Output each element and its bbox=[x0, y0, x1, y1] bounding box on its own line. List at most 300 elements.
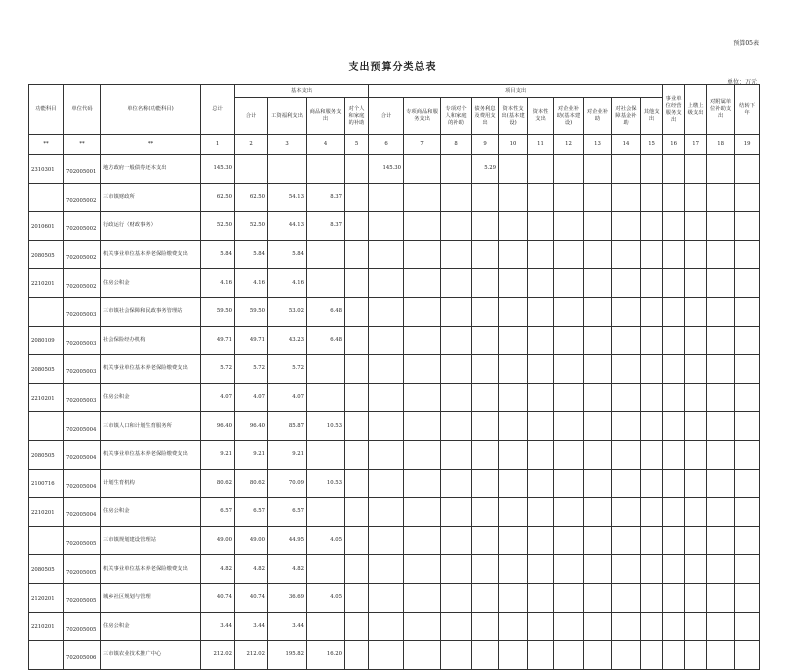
header-basic-total: 合计 bbox=[235, 98, 268, 135]
social-security-cell bbox=[612, 440, 641, 469]
personal-cell bbox=[345, 412, 369, 441]
ops-expense-cell bbox=[663, 469, 685, 498]
basic-total-cell: 96.40 bbox=[235, 412, 268, 441]
proj-goods-cell bbox=[404, 269, 441, 298]
subsidiary-cell bbox=[707, 383, 735, 412]
unit-name-cell: 社会保险经办机构 bbox=[101, 326, 201, 355]
proj-personal-cell bbox=[441, 269, 472, 298]
upper-cell bbox=[685, 155, 707, 184]
proj-goods-cell bbox=[404, 297, 441, 326]
social-security-cell bbox=[612, 240, 641, 269]
upper-cell bbox=[685, 383, 707, 412]
debt-interest-cell bbox=[472, 583, 499, 612]
enterprise-construct-cell bbox=[554, 440, 584, 469]
index-cell: 14 bbox=[612, 135, 641, 155]
enterprise-construct-cell bbox=[554, 183, 584, 212]
social-security-cell bbox=[612, 155, 641, 184]
capital-construct-cell bbox=[499, 412, 528, 441]
debt-interest-cell bbox=[472, 297, 499, 326]
proj-total-cell: 145.30 bbox=[369, 155, 404, 184]
expenditure-table bbox=[28, 84, 760, 670]
total-cell: 96.40 bbox=[201, 412, 235, 441]
ops-expense-cell bbox=[663, 383, 685, 412]
debt-interest-cell bbox=[472, 383, 499, 412]
enterprise-cell bbox=[584, 583, 612, 612]
basic-total-cell: 4.82 bbox=[235, 555, 268, 584]
header-subsidiary: 对附属单位补助支出 bbox=[707, 85, 735, 135]
total-cell: 40.74 bbox=[201, 583, 235, 612]
ops-expense-cell bbox=[663, 240, 685, 269]
index-cell: 5 bbox=[345, 135, 369, 155]
unit-code-cell: 702005005 bbox=[64, 526, 101, 555]
proj-goods-cell bbox=[404, 526, 441, 555]
capital-construct-cell bbox=[499, 326, 528, 355]
personal-cell bbox=[345, 355, 369, 384]
unit-name-cell: 地方政府一般债券还本支出 bbox=[101, 155, 201, 184]
salary-cell: 43.23 bbox=[268, 326, 307, 355]
salary-cell: 36.69 bbox=[268, 583, 307, 612]
debt-interest-cell bbox=[472, 240, 499, 269]
capital-cell bbox=[528, 155, 554, 184]
proj-total-cell bbox=[369, 297, 404, 326]
unit-code-cell: 702005001 bbox=[64, 155, 101, 184]
salary-cell: 44.13 bbox=[268, 212, 307, 241]
proj-personal-cell bbox=[441, 526, 472, 555]
other-cell bbox=[641, 355, 663, 384]
basic-total-cell: 6.57 bbox=[235, 498, 268, 527]
table-row bbox=[29, 240, 760, 269]
enterprise-construct-cell bbox=[554, 583, 584, 612]
ops-expense-cell bbox=[663, 641, 685, 670]
salary-cell: 44.95 bbox=[268, 526, 307, 555]
total-cell: 49.71 bbox=[201, 326, 235, 355]
enterprise-construct-cell bbox=[554, 212, 584, 241]
unit-name-cell: 城乡社区规划与管理 bbox=[101, 583, 201, 612]
salary-cell: 85.87 bbox=[268, 412, 307, 441]
header-capital: 资本性支出 bbox=[528, 98, 554, 135]
total-cell: 4.07 bbox=[201, 383, 235, 412]
upper-cell bbox=[685, 269, 707, 298]
basic-total-cell: 4.16 bbox=[235, 269, 268, 298]
subsidiary-cell bbox=[707, 240, 735, 269]
other-cell bbox=[641, 383, 663, 412]
capital-cell bbox=[528, 183, 554, 212]
unit-name-cell: 计划生育机构 bbox=[101, 469, 201, 498]
header-enterprise-construct: 对企业补助(基本建设) bbox=[554, 98, 584, 135]
func-subject-cell: 2210201 bbox=[29, 383, 64, 412]
index-cell: ** bbox=[64, 135, 101, 155]
capital-construct-cell bbox=[499, 183, 528, 212]
basic-total-cell: 80.62 bbox=[235, 469, 268, 498]
unit-name-cell: 住房公积金 bbox=[101, 269, 201, 298]
proj-personal-cell bbox=[441, 355, 472, 384]
ops-expense-cell bbox=[663, 498, 685, 527]
capital-construct-cell bbox=[499, 269, 528, 298]
ops-expense-cell bbox=[663, 355, 685, 384]
proj-personal-cell bbox=[441, 412, 472, 441]
capital-construct-cell bbox=[499, 526, 528, 555]
capital-cell bbox=[528, 469, 554, 498]
social-security-cell bbox=[612, 412, 641, 441]
social-security-cell bbox=[612, 526, 641, 555]
table-row bbox=[29, 155, 760, 184]
unit-code-cell: 702005003 bbox=[64, 326, 101, 355]
social-security-cell bbox=[612, 383, 641, 412]
unit-code-cell: 702005005 bbox=[64, 612, 101, 641]
subsidiary-cell bbox=[707, 440, 735, 469]
total-cell: 62.50 bbox=[201, 183, 235, 212]
other-cell bbox=[641, 412, 663, 441]
enterprise-cell bbox=[584, 326, 612, 355]
header-goods: 商品和服务支出 bbox=[307, 98, 345, 135]
enterprise-construct-cell bbox=[554, 498, 584, 527]
next-year-cell bbox=[735, 212, 760, 241]
proj-goods-cell bbox=[404, 212, 441, 241]
subsidiary-cell bbox=[707, 212, 735, 241]
index-cell: 15 bbox=[641, 135, 663, 155]
index-cell: 12 bbox=[554, 135, 584, 155]
table-row bbox=[29, 383, 760, 412]
func-subject-cell: 2120201 bbox=[29, 583, 64, 612]
proj-personal-cell bbox=[441, 641, 472, 670]
basic-total-cell: 59.50 bbox=[235, 297, 268, 326]
social-security-cell bbox=[612, 212, 641, 241]
personal-cell bbox=[345, 641, 369, 670]
goods-cell: 8.37 bbox=[307, 183, 345, 212]
ops-expense-cell bbox=[663, 297, 685, 326]
ops-expense-cell bbox=[663, 555, 685, 584]
table-row bbox=[29, 355, 760, 384]
other-cell bbox=[641, 240, 663, 269]
goods-cell bbox=[307, 240, 345, 269]
goods-cell bbox=[307, 555, 345, 584]
proj-goods-cell bbox=[404, 555, 441, 584]
enterprise-construct-cell bbox=[554, 355, 584, 384]
total-cell: 6.57 bbox=[201, 498, 235, 527]
page-title: 支出预算分类总表 bbox=[348, 62, 437, 73]
proj-goods-cell bbox=[404, 383, 441, 412]
capital-cell bbox=[528, 526, 554, 555]
enterprise-cell bbox=[584, 612, 612, 641]
func-subject-cell: 2210201 bbox=[29, 269, 64, 298]
personal-cell bbox=[345, 440, 369, 469]
total-cell: 5.84 bbox=[201, 240, 235, 269]
enterprise-cell bbox=[584, 498, 612, 527]
proj-personal-cell bbox=[441, 612, 472, 641]
proj-personal-cell bbox=[441, 183, 472, 212]
enterprise-construct-cell bbox=[554, 555, 584, 584]
next-year-cell bbox=[735, 240, 760, 269]
debt-interest-cell bbox=[472, 498, 499, 527]
index-cell: 7 bbox=[404, 135, 441, 155]
basic-total-cell: 40.74 bbox=[235, 583, 268, 612]
header-proj-goods: 专项商品和服务支出 bbox=[404, 98, 441, 135]
goods-cell: 4.05 bbox=[307, 583, 345, 612]
func-subject-cell: 2080109 bbox=[29, 326, 64, 355]
proj-goods-cell bbox=[404, 612, 441, 641]
capital-cell bbox=[528, 240, 554, 269]
proj-goods-cell bbox=[404, 240, 441, 269]
header-salary: 工资福利支出 bbox=[268, 98, 307, 135]
table-row bbox=[29, 269, 760, 298]
unit-name-cell: 三市镇社会保障和民政事务管理站 bbox=[101, 297, 201, 326]
func-subject-cell: 2080505 bbox=[29, 240, 64, 269]
unit-name-cell: 住房公积金 bbox=[101, 612, 201, 641]
func-subject-cell bbox=[29, 183, 64, 212]
basic-total-cell: 62.50 bbox=[235, 183, 268, 212]
table-header bbox=[29, 85, 760, 155]
other-cell bbox=[641, 155, 663, 184]
goods-cell bbox=[307, 498, 345, 527]
enterprise-cell bbox=[584, 440, 612, 469]
proj-total-cell bbox=[369, 498, 404, 527]
enterprise-construct-cell bbox=[554, 240, 584, 269]
table-row bbox=[29, 612, 760, 641]
next-year-cell bbox=[735, 326, 760, 355]
upper-cell bbox=[685, 526, 707, 555]
header-enterprise: 对企业补助 bbox=[584, 98, 612, 135]
next-year-cell bbox=[735, 155, 760, 184]
unit-code-cell: 702005002 bbox=[64, 269, 101, 298]
upper-cell bbox=[685, 326, 707, 355]
proj-goods-cell bbox=[404, 641, 441, 670]
personal-cell bbox=[345, 297, 369, 326]
subsidiary-cell bbox=[707, 583, 735, 612]
goods-cell bbox=[307, 155, 345, 184]
proj-total-cell bbox=[369, 355, 404, 384]
table-row bbox=[29, 212, 760, 241]
debt-interest-cell bbox=[472, 412, 499, 441]
upper-cell bbox=[685, 297, 707, 326]
ops-expense-cell bbox=[663, 440, 685, 469]
header-personal: 对个人和家庭的补助 bbox=[345, 98, 369, 135]
table-row bbox=[29, 469, 760, 498]
total-cell: 80.62 bbox=[201, 469, 235, 498]
proj-personal-cell bbox=[441, 555, 472, 584]
personal-cell bbox=[345, 155, 369, 184]
enterprise-cell bbox=[584, 412, 612, 441]
ops-expense-cell bbox=[663, 326, 685, 355]
ops-expense-cell bbox=[663, 212, 685, 241]
enterprise-cell bbox=[584, 469, 612, 498]
proj-total-cell bbox=[369, 555, 404, 584]
debt-interest-cell bbox=[472, 212, 499, 241]
enterprise-cell bbox=[584, 240, 612, 269]
capital-cell bbox=[528, 212, 554, 241]
unit-code-cell: 702005003 bbox=[64, 297, 101, 326]
social-security-cell bbox=[612, 269, 641, 298]
proj-total-cell bbox=[369, 412, 404, 441]
goods-cell bbox=[307, 269, 345, 298]
other-cell bbox=[641, 297, 663, 326]
social-security-cell bbox=[612, 583, 641, 612]
next-year-cell bbox=[735, 383, 760, 412]
next-year-cell bbox=[735, 297, 760, 326]
upper-cell bbox=[685, 355, 707, 384]
basic-total-cell: 5.72 bbox=[235, 355, 268, 384]
unit-name-cell: 住房公积金 bbox=[101, 383, 201, 412]
capital-construct-cell bbox=[499, 440, 528, 469]
proj-total-cell bbox=[369, 641, 404, 670]
social-security-cell bbox=[612, 498, 641, 527]
personal-cell bbox=[345, 555, 369, 584]
basic-total-cell: 49.71 bbox=[235, 326, 268, 355]
proj-goods-cell bbox=[404, 469, 441, 498]
table-row bbox=[29, 412, 760, 441]
personal-cell bbox=[345, 383, 369, 412]
unit-code-cell: 702005003 bbox=[64, 383, 101, 412]
table-row bbox=[29, 440, 760, 469]
proj-personal-cell bbox=[441, 155, 472, 184]
unit-name-cell: 三市镇财政所 bbox=[101, 183, 201, 212]
debt-interest-cell bbox=[472, 612, 499, 641]
personal-cell bbox=[345, 240, 369, 269]
unit-code-cell: 702005006 bbox=[64, 641, 101, 670]
index-cell: 9 bbox=[472, 135, 499, 155]
subsidiary-cell bbox=[707, 555, 735, 584]
salary-cell: 70.09 bbox=[268, 469, 307, 498]
proj-total-cell bbox=[369, 212, 404, 241]
upper-cell bbox=[685, 183, 707, 212]
salary-cell: 54.13 bbox=[268, 183, 307, 212]
enterprise-construct-cell bbox=[554, 155, 584, 184]
proj-goods-cell bbox=[404, 498, 441, 527]
upper-cell bbox=[685, 555, 707, 584]
table-row bbox=[29, 555, 760, 584]
capital-construct-cell bbox=[499, 555, 528, 584]
basic-total-cell: 5.84 bbox=[235, 240, 268, 269]
func-subject-cell bbox=[29, 641, 64, 670]
next-year-cell bbox=[735, 269, 760, 298]
subsidiary-cell bbox=[707, 641, 735, 670]
social-security-cell bbox=[612, 297, 641, 326]
capital-construct-cell bbox=[499, 469, 528, 498]
unit-code-cell: 702005002 bbox=[64, 212, 101, 241]
proj-goods-cell bbox=[404, 440, 441, 469]
unit-code-cell: 702005004 bbox=[64, 498, 101, 527]
header-ops-expense: 事业单位经营服务支出 bbox=[663, 85, 685, 135]
ops-expense-cell bbox=[663, 583, 685, 612]
table-row bbox=[29, 498, 760, 527]
header-unit-code: 单位代码 bbox=[64, 85, 101, 135]
unit-code-cell: 702005003 bbox=[64, 355, 101, 384]
other-cell bbox=[641, 555, 663, 584]
goods-cell: 6.48 bbox=[307, 297, 345, 326]
goods-cell: 10.53 bbox=[307, 469, 345, 498]
capital-cell bbox=[528, 612, 554, 641]
capital-cell bbox=[528, 498, 554, 527]
debt-interest-cell bbox=[472, 555, 499, 584]
salary-cell: 5.72 bbox=[268, 355, 307, 384]
total-cell: 9.21 bbox=[201, 440, 235, 469]
next-year-cell bbox=[735, 469, 760, 498]
proj-personal-cell bbox=[441, 583, 472, 612]
header-unit-name: 单位名称(功能科目) bbox=[101, 85, 201, 135]
ops-expense-cell bbox=[663, 183, 685, 212]
other-cell bbox=[641, 469, 663, 498]
table-row bbox=[29, 526, 760, 555]
unit-name-cell: 机关事业单位基本养老保险缴费支出 bbox=[101, 555, 201, 584]
upper-cell bbox=[685, 240, 707, 269]
upper-cell bbox=[685, 641, 707, 670]
next-year-cell bbox=[735, 583, 760, 612]
next-year-cell bbox=[735, 183, 760, 212]
debt-interest-cell bbox=[472, 641, 499, 670]
social-security-cell bbox=[612, 355, 641, 384]
other-cell bbox=[641, 269, 663, 298]
header-basic: 基本支出 bbox=[235, 85, 369, 98]
enterprise-cell bbox=[584, 355, 612, 384]
other-cell bbox=[641, 498, 663, 527]
ops-expense-cell bbox=[663, 612, 685, 641]
func-subject-cell bbox=[29, 297, 64, 326]
subsidiary-cell bbox=[707, 355, 735, 384]
enterprise-cell bbox=[584, 555, 612, 584]
personal-cell bbox=[345, 469, 369, 498]
personal-cell bbox=[345, 212, 369, 241]
proj-personal-cell bbox=[441, 469, 472, 498]
salary-cell: 4.07 bbox=[268, 383, 307, 412]
enterprise-construct-cell bbox=[554, 469, 584, 498]
next-year-cell bbox=[735, 612, 760, 641]
enterprise-cell bbox=[584, 212, 612, 241]
unit-code-cell: 702005005 bbox=[64, 583, 101, 612]
unit-name-cell: 机关事业单位基本养老保险缴费支出 bbox=[101, 440, 201, 469]
index-cell: 13 bbox=[584, 135, 612, 155]
social-security-cell bbox=[612, 183, 641, 212]
personal-cell bbox=[345, 583, 369, 612]
index-cell: 3 bbox=[268, 135, 307, 155]
goods-cell bbox=[307, 440, 345, 469]
unit-name-cell: 行政运行（财政事务） bbox=[101, 212, 201, 241]
proj-personal-cell bbox=[441, 326, 472, 355]
enterprise-cell bbox=[584, 269, 612, 298]
proj-goods-cell bbox=[404, 355, 441, 384]
capital-cell bbox=[528, 355, 554, 384]
goods-cell: 4.05 bbox=[307, 526, 345, 555]
upper-cell bbox=[685, 498, 707, 527]
enterprise-cell bbox=[584, 526, 612, 555]
capital-cell bbox=[528, 641, 554, 670]
social-security-cell bbox=[612, 612, 641, 641]
table-row bbox=[29, 297, 760, 326]
capital-cell bbox=[528, 269, 554, 298]
proj-total-cell bbox=[369, 183, 404, 212]
proj-goods-cell bbox=[404, 412, 441, 441]
unit-name-cell: 机关事业单位基本养老保险缴费支出 bbox=[101, 240, 201, 269]
upper-cell bbox=[685, 583, 707, 612]
debt-interest-cell: 5.29 bbox=[472, 155, 499, 184]
index-cell: 8 bbox=[441, 135, 472, 155]
salary-cell: 3.44 bbox=[268, 612, 307, 641]
upper-cell bbox=[685, 469, 707, 498]
total-cell: 4.16 bbox=[201, 269, 235, 298]
capital-cell bbox=[528, 583, 554, 612]
capital-construct-cell bbox=[499, 498, 528, 527]
personal-cell bbox=[345, 526, 369, 555]
unit-code-cell: 702005004 bbox=[64, 440, 101, 469]
total-cell: 59.50 bbox=[201, 297, 235, 326]
capital-construct-cell bbox=[499, 212, 528, 241]
unit-code-cell: 702005002 bbox=[64, 183, 101, 212]
debt-interest-cell bbox=[472, 469, 499, 498]
unit-name-cell: 三市镇农业技术推广中心 bbox=[101, 641, 201, 670]
header-upper: 上缴上级支出 bbox=[685, 85, 707, 135]
index-cell: ** bbox=[29, 135, 64, 155]
proj-total-cell bbox=[369, 440, 404, 469]
index-cell: 1 bbox=[201, 135, 235, 155]
social-security-cell bbox=[612, 641, 641, 670]
